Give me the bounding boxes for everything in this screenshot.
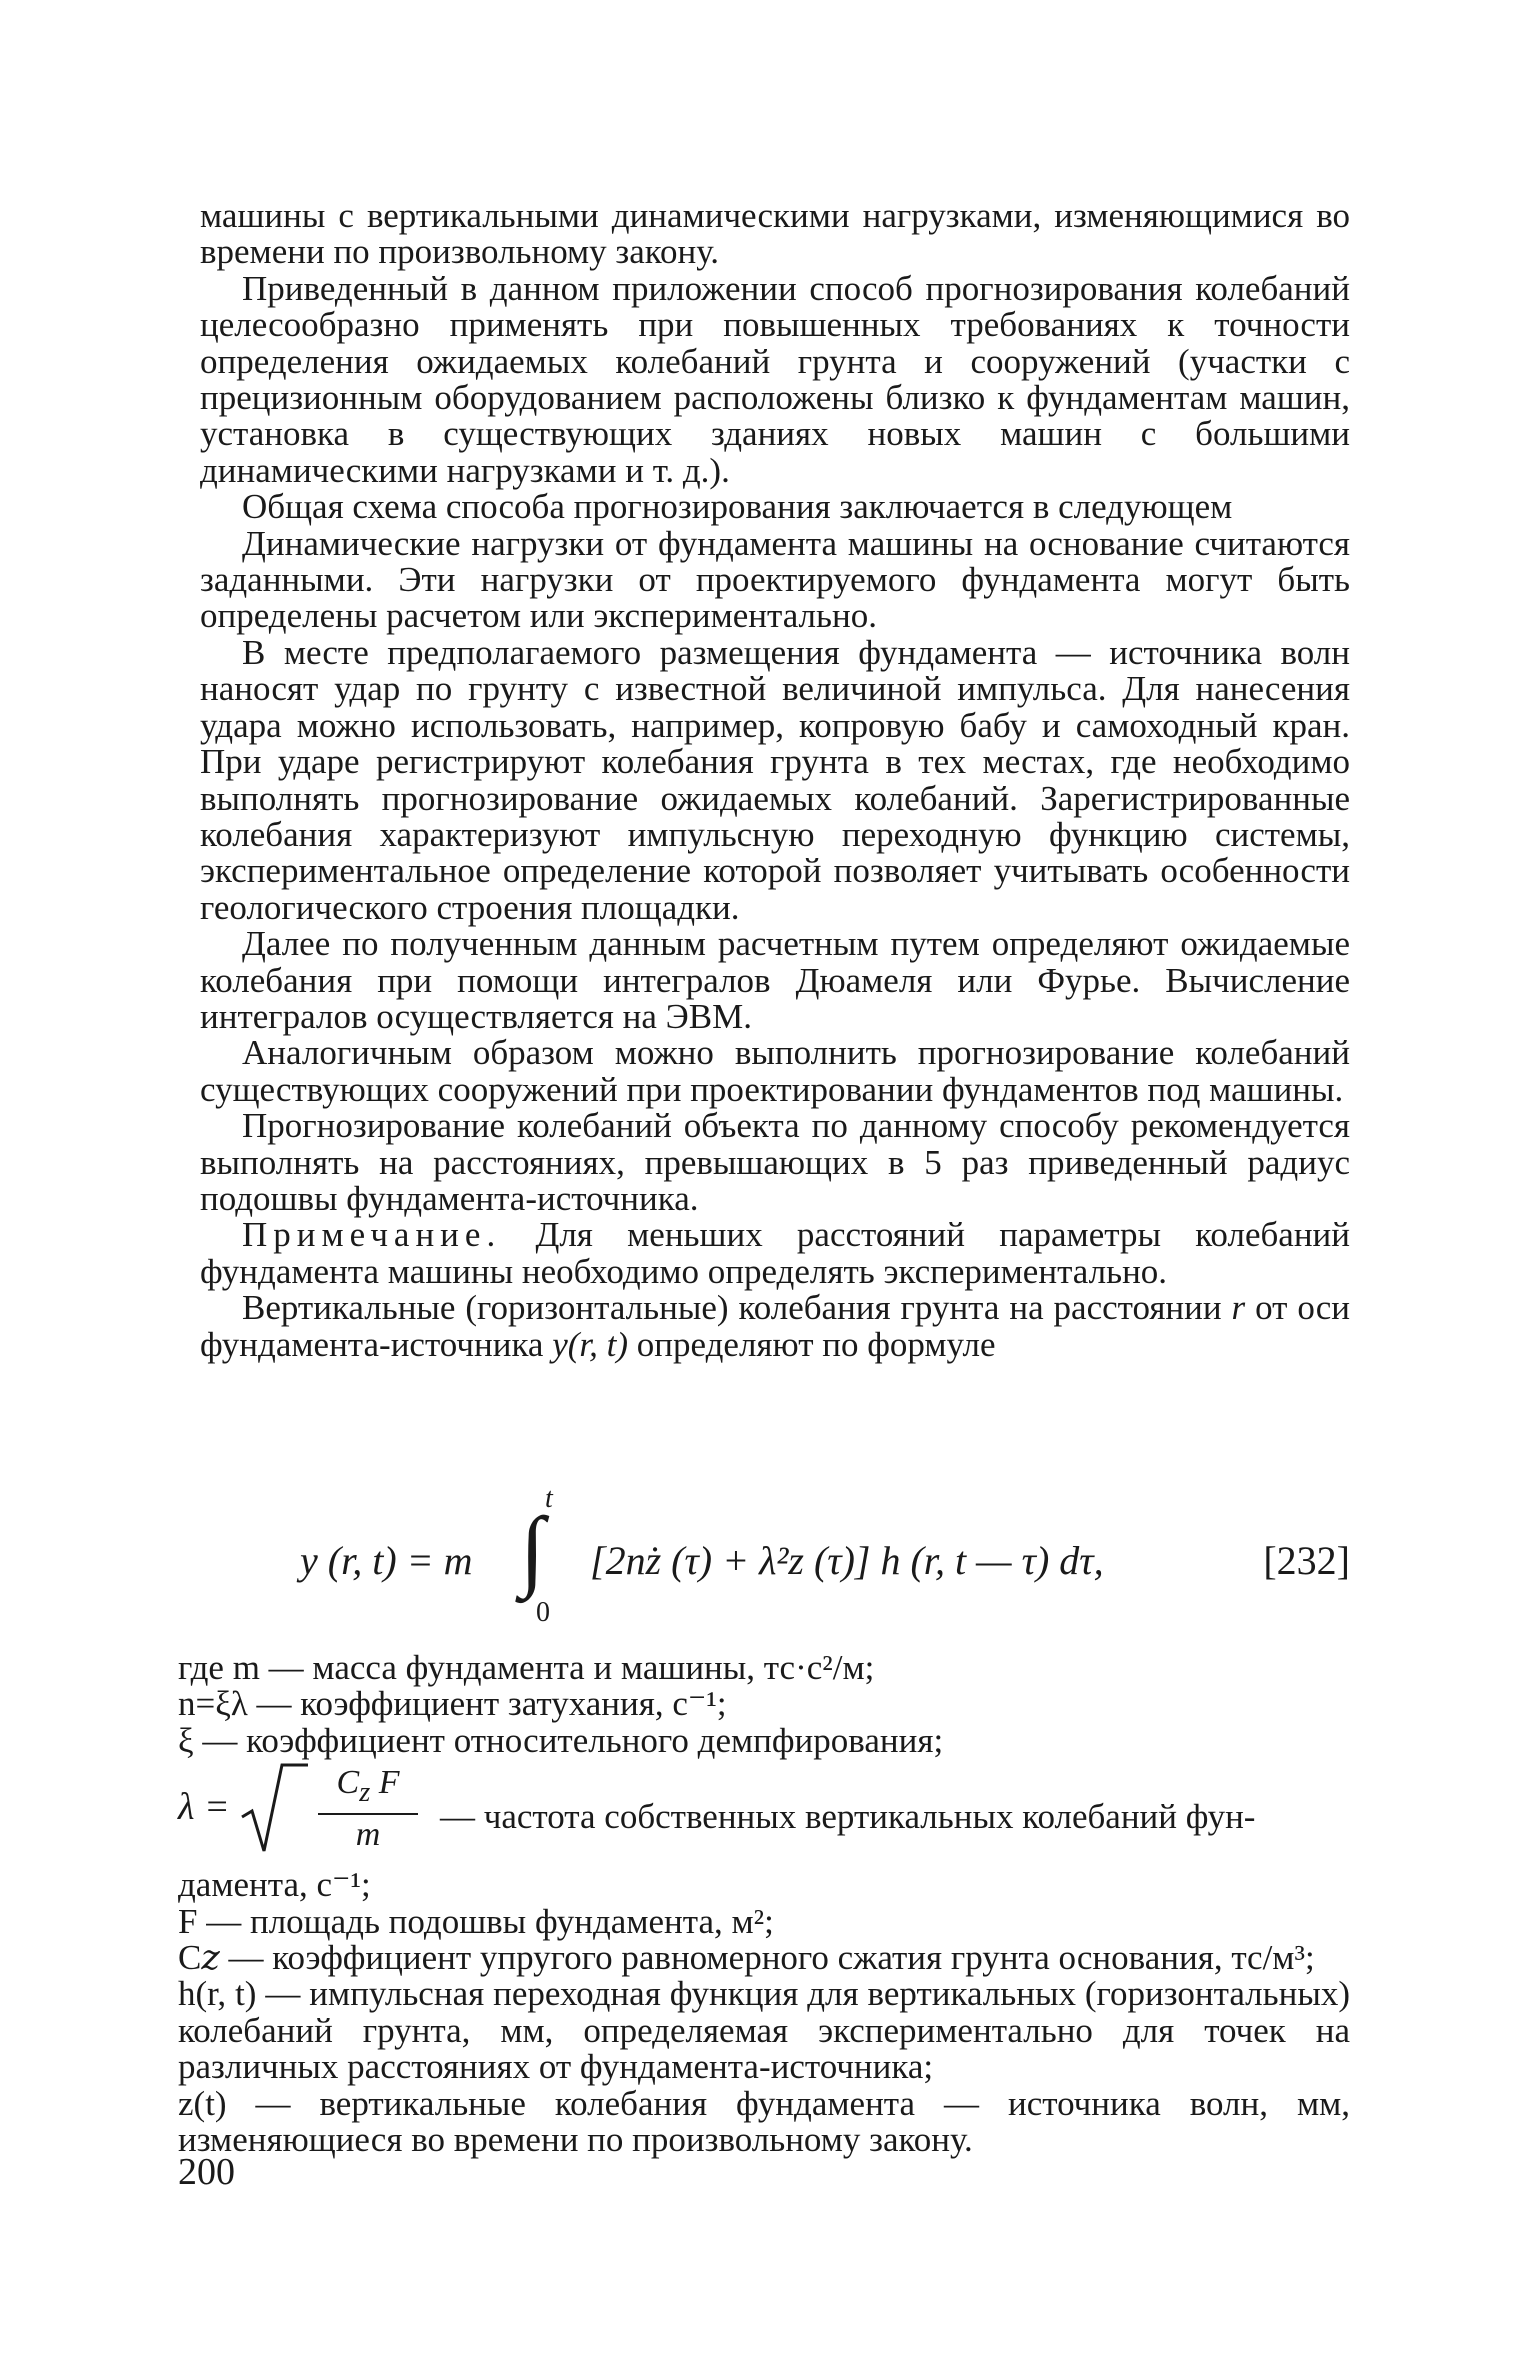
body-text bbox=[200, 198, 1350, 1363]
formula-rhs: [2nż (τ) + λ²z (τ)] h (r, t — τ) dτ, bbox=[590, 1538, 1104, 1583]
lambda-fraction bbox=[318, 1765, 418, 1854]
paragraph-4: Динамические нагрузки от фундамента машины на основание считаются заданными. Эти нагрузки от проектируемого фундамента могут быть определены расчетом или экспериментально. bbox=[200, 523, 1350, 636]
paragraph-2: Приведенный в данном приложении способ прогнозирования колебаний целесообразно применять при повышенных требованиях к точности определения ожидаемых колебаний грунта и сооружений (участки с прецизионным оборудованием расположены близко к фундаментам машин, установка в существующих зданиях новых машин с большими динамическими нагрузками и т. д.). bbox=[200, 268, 1350, 490]
formula-lhs: y (r, t) = m bbox=[300, 1538, 473, 1583]
fraction-bar bbox=[318, 1813, 418, 1815]
def-F: F — площадь подошвы фундамента, м²; bbox=[178, 1901, 774, 1941]
note-text: Для меньших расстояний параметры колебаний фундамента машины необходимо определять экспериментально. bbox=[200, 1215, 1351, 1291]
paragraph-7: Аналогичным образом можно выполнить прогнозирование колебаний существующих сооружений при проектировании фундаментов под машины. bbox=[200, 1033, 1350, 1109]
square-root-icon bbox=[238, 1759, 308, 1859]
def-z: z(t) — вертикальные колебания фундамента — источника волн, мм, изменяющиеся во времени по произвольному закону. bbox=[178, 2083, 1350, 2160]
formula-intro-text-3: определяют по формуле bbox=[628, 1324, 996, 1364]
paragraph-3: Общая схема способа прогнозирования заключается в следующем bbox=[242, 487, 1233, 527]
formula-intro-y: y(r, t) bbox=[552, 1324, 629, 1364]
def-h: h(r, t) — импульсная переходная функция для вертикальных (горизонтальных) колебаний грунта, мм, определяемая экспериментально для точек на различных расстояниях от фундамента-источника; bbox=[178, 1974, 1350, 2087]
formula-intro-text-1: Вертикальные (горизонтальные) колебания грунта на расстоянии bbox=[242, 1288, 1232, 1328]
lambda-num-c: C bbox=[336, 1764, 360, 1802]
paragraph-8: Прогнозирование колебаний объекта по данному способу рекомендуется выполнять на расстояниях, превышающих в 5 раз приведенный радиус подошвы фундамента-источника. bbox=[200, 1106, 1350, 1218]
def-m: где m — масса фундамента и машины, тс·с²/м; bbox=[178, 1648, 875, 1687]
lambda-description: — частота собственных вертикальных колебаний фун- bbox=[440, 1797, 1256, 1837]
def-n: n=ξλ — коэффициент затухания, с⁻¹; bbox=[178, 1684, 727, 1724]
def-lambda bbox=[178, 1759, 1350, 1867]
formula-intro-text-2: от оси фундамента-источника bbox=[200, 1288, 1350, 1364]
lambda-numerator bbox=[318, 1765, 418, 1811]
lambda-denominator: m bbox=[355, 1816, 381, 1854]
paragraph-1: машины с вертикальными динамическими нагрузками, изменяющимися во времени по произвольному закону. bbox=[200, 196, 1350, 272]
def-xi: ξ — коэффициент относительного демпфирования; bbox=[178, 1720, 944, 1760]
integral-upper-limit: t bbox=[545, 1483, 553, 1514]
integral-sign-icon: ∫ bbox=[520, 1500, 545, 1599]
paragraph-5: В месте предполагаемого размещения фундамента — источника волн наносят удар по грунту с известной величиной импульса. Для нанесения удара можно использовать, например, копровую бабу и самоходный кран. При ударе регистрируют колебания грунта в тех местах, где необходимо выполнять прогнозирование ожидаемых колебаний. Зарегистрированные колебания характеризуют импульсную переходную функцию системы, экспериментальное определение которой позволяет учитывать особенности геологического строения площадки. bbox=[200, 632, 1350, 927]
def-lambda-cont: дамента, с⁻¹; bbox=[178, 1865, 371, 1905]
note-paragraph bbox=[200, 1217, 1350, 1290]
note-label: Примечание. bbox=[242, 1215, 502, 1255]
definitions bbox=[178, 1650, 1350, 2158]
integral-lower-limit: 0 bbox=[536, 1597, 550, 1628]
formula-intro bbox=[200, 1290, 1350, 1363]
lambda-num-f: F bbox=[370, 1764, 400, 1802]
formula-number: [232] bbox=[1263, 1538, 1350, 1583]
formula-232 bbox=[290, 1475, 1350, 1645]
lambda-num-sub: z bbox=[359, 1777, 371, 1809]
lambda-lhs: λ = bbox=[178, 1786, 230, 1829]
def-Cz: C𝑧 — коэффициент упругого равномерного сжатия грунта основания, тс/м³; bbox=[178, 1938, 1315, 1978]
paragraph-6: Далее по полученным данным расчетным путем определяют ожидаемые колебания при помощи интегралов Дюамеля или Фурье. Вычисление интегралов осуществляется на ЭВМ. bbox=[200, 924, 1350, 1036]
page-number: 200 bbox=[178, 2151, 235, 2193]
formula-intro-r: r bbox=[1231, 1288, 1246, 1328]
